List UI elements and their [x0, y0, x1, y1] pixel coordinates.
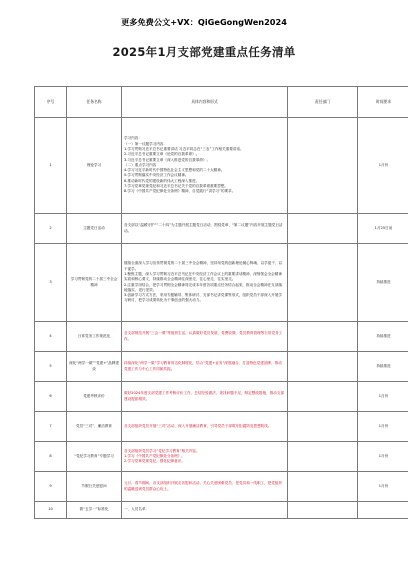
table-row	[35, 442, 408, 472]
cell-content	[122, 382, 288, 412]
cell-time: 持续推进	[358, 322, 408, 352]
cell-time: 1月份	[358, 412, 408, 442]
cell-time: 持续推进	[358, 352, 408, 382]
task-table	[34, 86, 408, 519]
cell-time	[358, 502, 408, 519]
cell-item: 深化“两学一做”“党建+”品牌建设	[67, 352, 122, 382]
cell-dept	[288, 412, 358, 442]
cell-dept	[288, 244, 358, 322]
content-line: 8.学习《中国共产党纪律处分条例》精神，自觉践行“讲学习”的要求。	[124, 189, 236, 194]
content-line: 6.推动新时代党的建设新的伟大工程深入推进。	[124, 178, 200, 183]
table-row	[35, 472, 408, 502]
table-row	[35, 214, 408, 244]
content-line: 各支部组织党员开展“三对”活动，深入开展廉洁教育，引导党员干部筑牢拒腐防变思想防线。	[124, 423, 272, 428]
content-line: 各支部规范开展“三会一课”等组织生活，认真做好党员发展、党费收缴、党员教育管理等日常党务工作。	[124, 331, 283, 341]
cell-time: 持续推进	[358, 244, 408, 322]
column-header-time: 时间要求	[358, 87, 408, 118]
content-line: 各支部以“温暖守护”“二十四”为主题开展主题党日活动，围绕党章、“第二议题”内容开展主题党日活动。	[124, 223, 283, 233]
column-header-no: 序号	[35, 87, 67, 118]
content-line: 4.学习习近平新时代中国特色社会主义思想和党的二十大精神。	[124, 168, 225, 173]
cell-no: 3	[35, 244, 67, 322]
cell-dept	[288, 352, 358, 382]
table-row	[35, 244, 408, 322]
cell-time: 1月份	[358, 118, 408, 214]
cell-content	[122, 322, 288, 352]
table-row	[35, 322, 408, 352]
content-line: 1.学习《中国共产党纪律处分条例》。	[124, 453, 185, 458]
cell-no: 4	[35, 322, 67, 352]
table-row	[35, 412, 408, 442]
cell-item: 党员“三对”、廉洁教育	[67, 412, 122, 442]
table-row	[35, 382, 408, 412]
table-row	[35, 118, 408, 214]
page-title: 2025年1月支部党建重点任务清单	[112, 45, 296, 59]
cell-time: 1月份	[358, 382, 408, 412]
content-line: 2.学习党章党规党纪，强化纪律意识。	[124, 459, 185, 464]
cell-time: 1月25日前	[358, 214, 408, 244]
table-row	[35, 502, 408, 519]
content-line: 2.注重学用结合，把学习贯彻全会精神同完成本年度各项重点任务结合起来，推动全会精神在支部落地落实、见行见效。	[124, 282, 282, 292]
content-line: 一、人员名单：	[124, 507, 150, 512]
content-line: （一）第一议题学习内容	[124, 141, 164, 146]
cell-time: 1月份	[358, 442, 408, 472]
content-line: 继续全面深入学习宣传贯彻党的二十届三中全会精神，坚持用党的创新理论凝心铸魂，以学促干、以干促学。	[124, 261, 283, 271]
cell-no: 8	[35, 442, 67, 472]
header-watermark: 更多免费公文+VX：QiGeGongWen2024	[121, 17, 287, 27]
content-line: 7.学习党章党规党纪和习近平总书记关于党的自我革命重要思想。	[124, 184, 229, 189]
cell-item: 主题党日活动	[67, 214, 122, 244]
cell-dept	[288, 502, 358, 519]
cell-dept	[288, 472, 358, 502]
cell-dept	[288, 118, 358, 214]
cell-no: 9	[35, 472, 67, 502]
cell-content	[122, 442, 288, 472]
column-header-item: 任务名称	[67, 87, 122, 118]
content-line: 3.创新学习方式方法，采用专题辅导、集体研讨、支部书记讲党课等形式，组织党员干部深入开展学习研讨，把学习成果转化为干事创业的强大动力。	[124, 293, 282, 303]
cell-content	[122, 502, 288, 519]
cell-dept	[288, 214, 358, 244]
content-line: 元旦、春节期间，各支部组织开展走访慰问活动，关心关爱困难党员、老党员和一线职工，把党组织的温暖送到党员群众心坎上。	[124, 481, 283, 491]
cell-no: 6	[35, 382, 67, 412]
content-line: 各支部组织党员学习“党纪学习教育”相关内容。	[124, 448, 200, 453]
cell-item: 做“五学一”标准化	[67, 502, 122, 519]
cell-dept	[288, 442, 358, 472]
content-line: 持续深化“两学一做”学习教育常态化制度化，结合“党建+业务”深度融合，打造特色党建品牌，推动党建工作与中心工作同频共振。	[124, 361, 282, 371]
content-line: 3.习近平总书记重要文章《深入推进党的自我革命》。	[124, 157, 211, 162]
cell-no: 5	[35, 352, 67, 382]
cell-no: 2	[35, 214, 67, 244]
cell-item: 理论学习	[67, 118, 122, 214]
content-line: 学习内容：	[124, 136, 142, 141]
content-line: （二）重点学习内容	[124, 162, 157, 167]
cell-no: 7	[35, 412, 67, 442]
cell-no: 10	[35, 502, 67, 519]
cell-dept	[288, 322, 358, 352]
table-header-row	[35, 87, 408, 118]
table-row	[35, 352, 408, 382]
cell-time: 1月份	[358, 472, 408, 502]
cell-item: 学习贯彻党的二十届三中全会精神	[67, 244, 122, 322]
cell-item: 党建考核评价	[67, 382, 122, 412]
column-header-dept: 责任部门	[288, 87, 358, 118]
column-header-content: 具体内容和形式	[122, 87, 288, 118]
cell-item: 日常党务工作规范化	[67, 322, 122, 352]
content-line: 做好2024年度支部党建工作考核评价工作，总结经验做法，查找问题不足，制定整改措施，推动支部建设提质增效。	[124, 391, 285, 401]
cell-content	[122, 412, 288, 442]
cell-content	[122, 214, 288, 244]
cell-content	[122, 118, 288, 214]
cell-content	[122, 352, 288, 382]
content-line: 2.习近平总书记重要文章《论党的自我革命》。	[124, 152, 200, 157]
cell-dept	[288, 382, 358, 412]
cell-item: “党纪学习教育”专题学习	[67, 442, 122, 472]
cell-content	[122, 472, 288, 502]
cell-item: 节假日关爱慰问	[67, 472, 122, 502]
cell-no: 1	[35, 118, 67, 214]
content-line: 1.学习贯彻习近平总书记重要讲话 习近平同志在“三农”工作相关重要讲话。	[124, 146, 244, 151]
task-table-body	[35, 118, 408, 519]
content-line: 1.聚焦主题，深入学习贯彻习近平总书记在中央经济工作会议上的重要讲话精神，深刻领会全会精神实质和核心要义，持续推动全会精神往深里走、往心里走、往实里走。	[124, 271, 282, 282]
cell-content	[122, 244, 288, 322]
content-line: 5.学习贯彻落实中央经济工作会议精神。	[124, 173, 189, 178]
